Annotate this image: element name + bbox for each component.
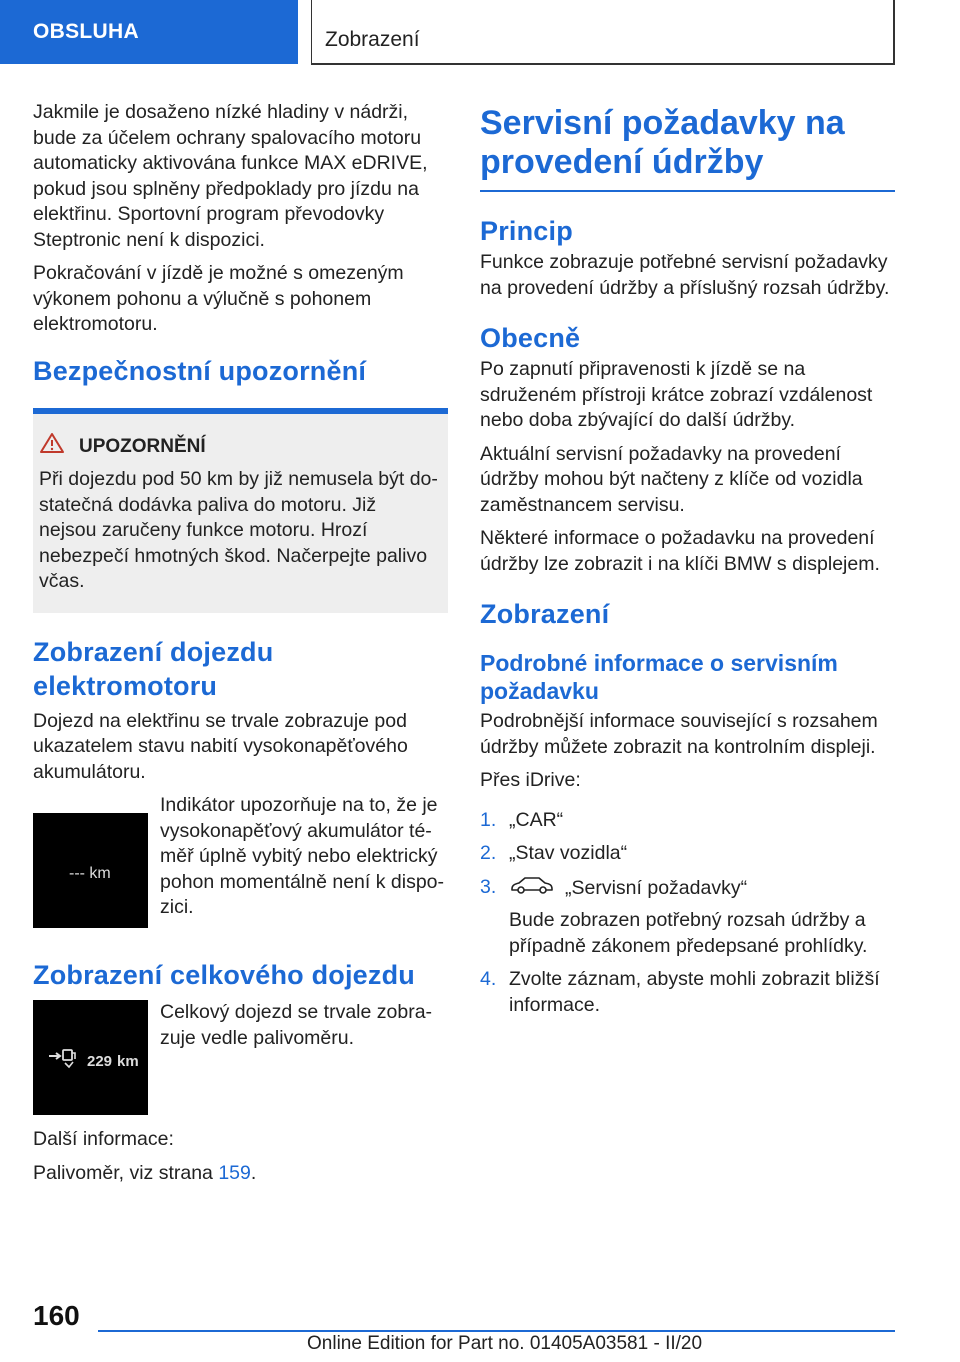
general-heading: Obecně	[480, 323, 581, 353]
range-heading: Zobrazení dojezdu elektromotoru	[33, 636, 274, 701]
step-number: 2.	[480, 842, 497, 864]
step-text: Zvolte záznam, abyste mohli zobrazit bližší informace.	[509, 968, 880, 1016]
step-subtext: Bude zobrazen potřebný rozsah údržby a případně zákonem předepsané prohlídky.	[509, 909, 868, 957]
list-item	[480, 841, 895, 867]
detail-text: Podrobnější informace související s rozsahem údržby můžete zobrazit na kontrolním displeji.	[480, 710, 878, 758]
combined-range-icon	[47, 1047, 81, 1077]
principle-heading: Princip	[480, 216, 573, 246]
paragraph: Pokračování v jízdě je možné s omezeným výkonem pohonu a výlučně s pohonem elektromotoru.	[33, 262, 404, 335]
total-range-heading: Zobrazení celkového dojezdu	[33, 960, 415, 990]
header-title: Zobrazení	[325, 28, 420, 51]
range-figure-caption: Indikátor upozorňuje na to, že je vysokonapěťový akumulátor téměř úplně vybitý nebo elektrický pohon momentálně není k dispozici.	[160, 794, 445, 918]
paragraph: Aktuální servisní požadavky na provedení údržby mohou být načteny z klíče od vozidla zaměstnancem servisu.	[480, 442, 863, 516]
paragraph: Jakmile je dosaženo nízké hladiny v nádrži, bude za účelem ochrany spalovacího motoru automaticky aktivována funkce MAX eDRIVE, pokud jsou splněny předpoklady pro jízdu na elektřinu. Sportovní program převodovky Steptronic není k dispozici.	[33, 101, 428, 251]
reference-end: .	[250, 1161, 257, 1184]
warning-triangle-icon	[39, 432, 65, 462]
page-link[interactable]: 159	[218, 1161, 251, 1184]
range-text: Dojezd na elektřinu se trvale zobrazuje pod ukazatelem stavu nabití vysokonapěťového akumulátoru.	[33, 709, 408, 783]
idrive-label: Přes iDrive:	[480, 769, 581, 791]
header-divider	[311, 0, 312, 64]
list-item	[480, 967, 895, 1018]
service-title: Servisní požadavky na provedení údržby	[480, 104, 845, 181]
range-value: --- km	[69, 865, 111, 882]
reference-text: Palivoměr, viz strana	[33, 1161, 219, 1184]
display-heading: Zobrazení	[480, 599, 610, 629]
header-right-rule	[893, 0, 895, 64]
step-number: 4.	[480, 968, 497, 990]
list-item	[480, 808, 895, 834]
total-range-unit: km	[117, 1053, 139, 1070]
section-label: OBSLUHA	[33, 20, 139, 43]
footer-rule	[98, 1330, 895, 1332]
car-icon	[509, 875, 555, 903]
total-range-value: 229	[87, 1053, 113, 1070]
header-bottom-rule	[311, 63, 895, 65]
step-number: 1.	[480, 808, 497, 831]
paragraph: Po zapnutí připravenosti k jízdě se na sdruženém přístroji krátce zobrazí vzdálenost nebo doba zbývající do další údržby.	[480, 358, 873, 431]
right-column	[480, 100, 895, 1026]
left-column	[33, 100, 448, 1194]
section-tab	[0, 0, 298, 64]
title-rule	[480, 190, 895, 192]
footer-edition: Online Edition for Part no. 01405A03581 - II/20	[307, 1333, 703, 1354]
paragraph: Některé informace o požadavku na provedení údržby lze zobrazit i na klíči BMW s displejem.	[480, 527, 880, 575]
list-item	[480, 875, 895, 960]
step-text: „Servisní požadavky“	[565, 876, 748, 899]
principle-text: Funkce zobrazuje potřebné servisní požadavky na provedení údržby a příslušný rozsah údržby.	[480, 251, 890, 299]
step-list	[480, 808, 895, 1019]
total-range-caption: Celkový dojezd se trvale zobrazuje vedle palivoměru.	[160, 1001, 433, 1049]
safety-heading: Bezpečnostní upozornění	[33, 355, 367, 386]
fuel-gauge-reference	[33, 1161, 448, 1187]
step-text: „CAR“	[509, 808, 564, 831]
warning-text: Při dojezdu pod 50 km by již nemusela být dostatečná dodávka paliva do motoru. Již nejsou zaručeny funkce motoru. Hrozí nebezpečí hmotných škod. Načerpejte palivo včas.	[39, 468, 438, 592]
step-number: 3.	[480, 875, 497, 898]
warning-box	[33, 408, 448, 613]
step-text: „Stav vozidla“	[509, 842, 628, 864]
total-range-figure	[33, 1000, 148, 1115]
detail-heading: Podrobné informace o servisním požadavku	[480, 650, 838, 704]
electric-range-figure	[33, 813, 148, 928]
more-info-label: Další informace:	[33, 1128, 174, 1150]
warning-title: UPOZORNĚNÍ	[79, 435, 206, 457]
page-number: 160	[33, 1300, 80, 1331]
